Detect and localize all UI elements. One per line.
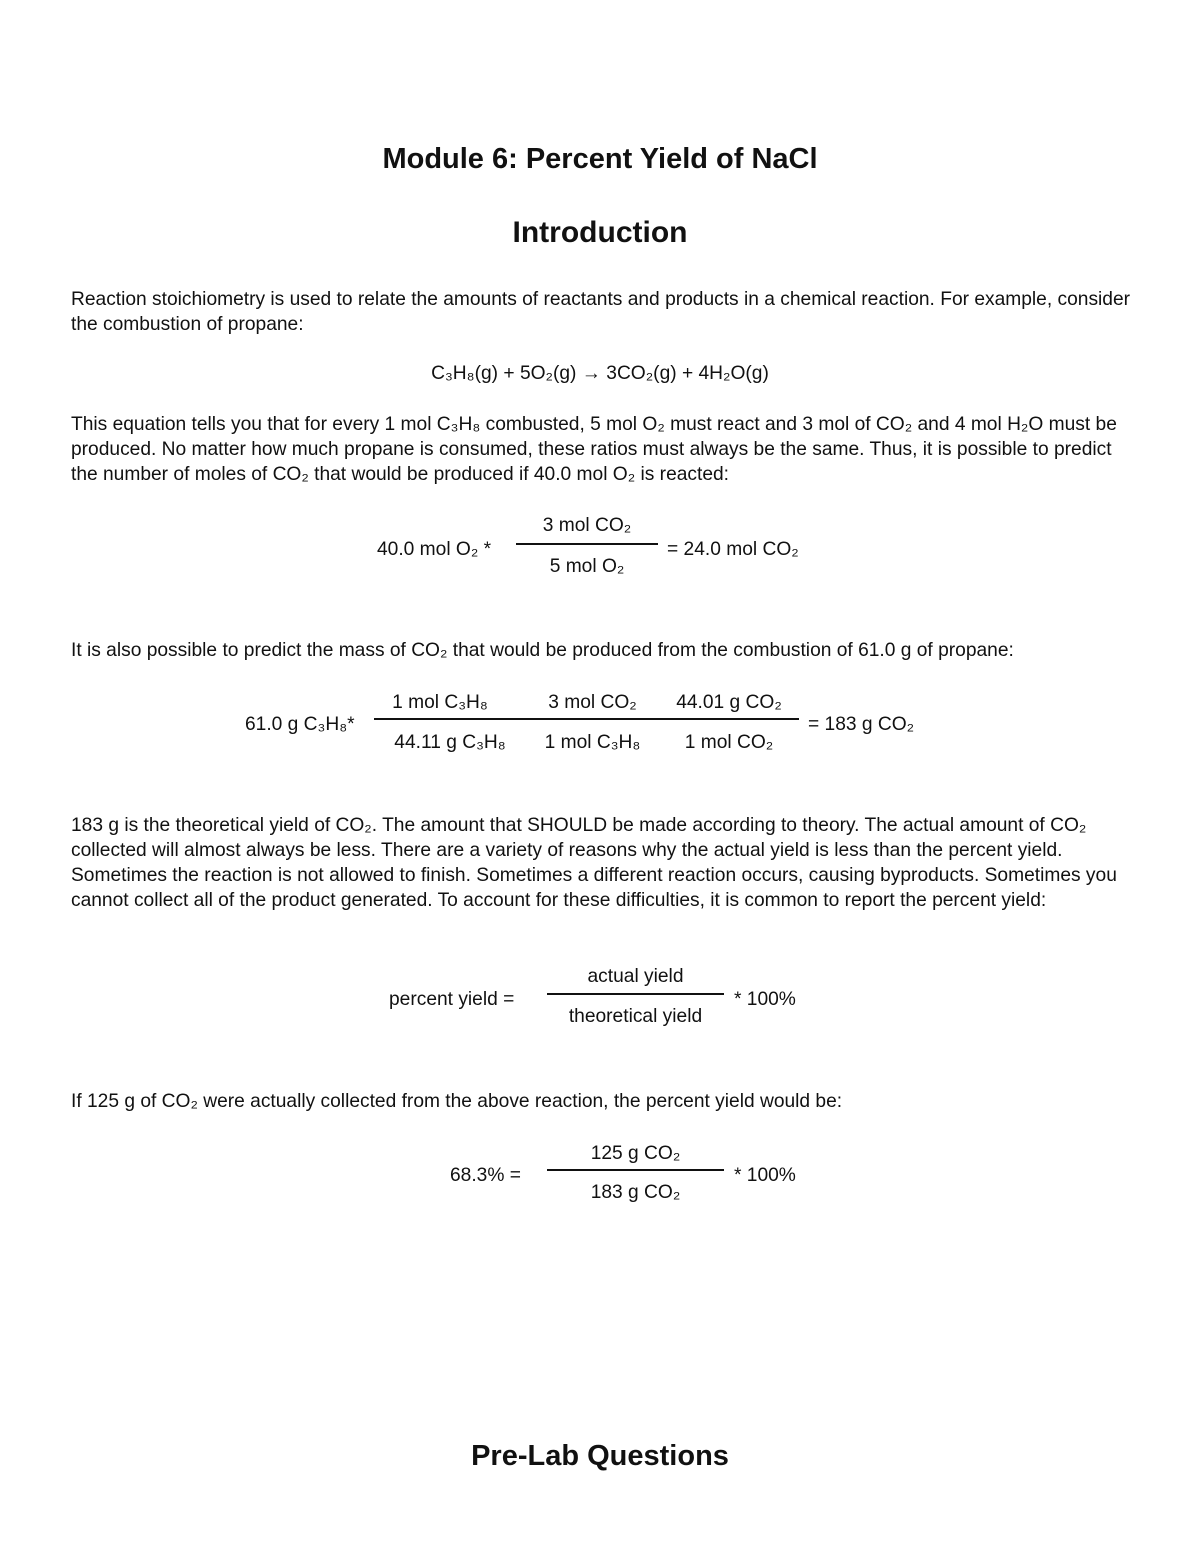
formula-rhs: * 100% (734, 989, 796, 1010)
calc1-fraction-bar (516, 543, 658, 545)
calc2-numerator-3: 44.01 g CO₂ (676, 692, 782, 713)
calc2-rhs: = 183 g CO₂ (808, 714, 915, 735)
calc1-denominator: 5 mol O₂ (549, 556, 625, 577)
calc2-denominator-3: 1 mol CO₂ (684, 732, 774, 753)
formula-numerator: actual yield (587, 966, 684, 987)
section-heading-prelab: Pre-Lab Questions (471, 1440, 729, 1472)
formula-fraction-bar (547, 993, 724, 995)
section-heading-introduction: Introduction (512, 216, 688, 249)
calc3-denominator: 183 g CO₂ (590, 1182, 681, 1203)
mass-paragraph: It is also possible to predict the mass of CO₂ that would be produced from the combustion of 61.0 g of propane: (71, 640, 1014, 661)
propane-equation: C₃H₈(g) + 5O₂(g) → 3CO₂(g) + 4H₂O(g) (431, 363, 769, 384)
calc2-denominator-2: 1 mol C₃H₈ (544, 732, 641, 753)
calc2-denominator-1: 44.11 g C₃H₈ (394, 732, 506, 753)
calc1-lhs: 40.0 mol O₂ * (377, 539, 492, 560)
example-paragraph: If 125 g of CO₂ were actually collected from the above reaction, the percent yield would be: (71, 1091, 843, 1112)
calc3-numerator: 125 g CO₂ (590, 1143, 681, 1164)
calc3-fraction-bar (547, 1169, 724, 1171)
calc2-numerator-2: 3 mol CO₂ (548, 692, 637, 713)
theoretical-yield-paragraph: 183 g is the theoretical yield of CO₂. The amount that SHOULD be made according to theory. The actual amount of CO₂ collected will almost always be less. There are a variety of reasons why the actual yield is less than the percent yield. Sometimes the reaction is not allowed to finish. Sometimes a different reaction occurs, causing byproducts. Sometimes you cannot collect all of the product generated. To account for these difficulties, it is common to report the percent yield: (71, 815, 1117, 911)
page-title: Module 6: Percent Yield of NaCl (382, 143, 818, 175)
formula-denominator: theoretical yield (568, 1006, 703, 1027)
calc2-fraction-bar (374, 718, 799, 720)
calc2-lhs: 61.0 g C₃H₈* (245, 714, 355, 735)
calc3-lhs: 68.3% = (450, 1165, 521, 1186)
calc2-numerator-1: 1 mol C₃H₈ (392, 692, 488, 713)
calc1-rhs: = 24.0 mol CO₂ (667, 539, 799, 560)
formula-lhs: percent yield = (389, 989, 515, 1010)
ratio-paragraph: This equation tells you that for every 1 mol C₃H₈ combusted, 5 mol O₂ must react and 3 mol of CO₂ and 4 mol H₂O must be produced. No matter how much propane is consumed, these ratios must always be the same. Thus, it is possible to predict the number of moles of CO₂ that would be produced if 40.0 mol O₂ is reacted: (71, 414, 1117, 485)
calc3-rhs: * 100% (734, 1165, 796, 1186)
intro-paragraph: Reaction stoichiometry is used to relate the amounts of reactants and products in a chemical reaction. For example, consider the combustion of propane: (71, 289, 1131, 335)
calc1-numerator: 3 mol CO₂ (542, 515, 632, 536)
